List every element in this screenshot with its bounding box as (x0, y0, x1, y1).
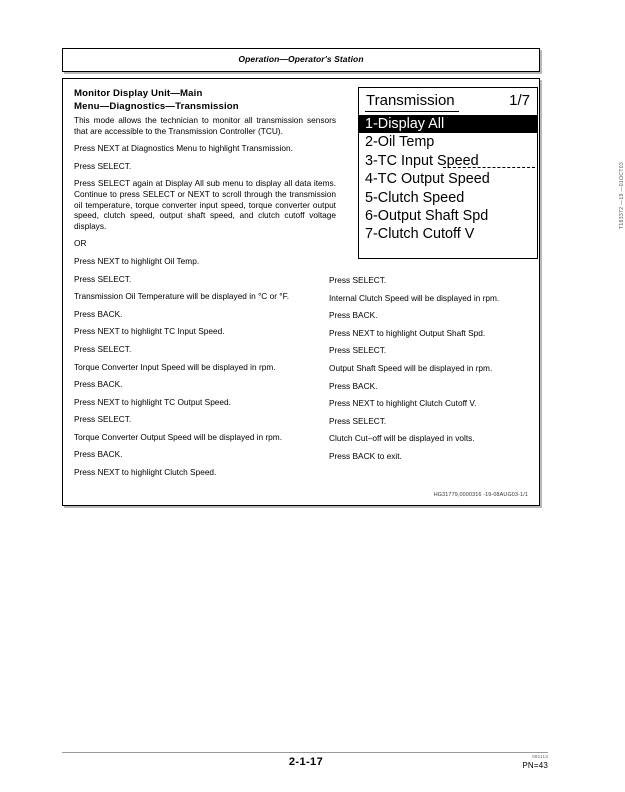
display-panel-menu-list (359, 115, 537, 244)
left-paragraph-5: OR (74, 238, 87, 249)
display-menu-item-2[interactable]: 2-Oil Temp (365, 134, 435, 151)
left-paragraph-14: Press NEXT to highlight TC Output Speed. (74, 396, 231, 407)
footer-page-number: 2-1-17 (288, 756, 324, 768)
left-paragraph-4: Press SELECT again at Display All sub menu to display all data items. Continue to press SELECT or NEXT to scroll through the transmission oil temperature, torque converter input speed, torque converter output speed, clutch speed, output shaft speed, and clutch cutoff voltage displays. (74, 178, 336, 231)
left-paragraph-17: Press BACK. (74, 449, 123, 460)
left-paragraph-11: Press SELECT. (74, 343, 132, 354)
left-paragraph-7: Press SELECT. (74, 273, 132, 284)
display-menu-item-1[interactable]: 1-Display All (359, 115, 537, 133)
right-paragraph-10: Clutch Cut–off will be displayed in volts. (329, 433, 475, 444)
left-paragraph-12: Torque Converter Input Speed will be displayed in rpm. (74, 361, 276, 372)
section-heading (74, 88, 332, 113)
right-paragraph-1: Press SELECT. (329, 275, 387, 285)
display-panel-page-indicator: 1/7 (509, 92, 530, 109)
section-heading-line-2: Menu—Diagnostics—Transmission (74, 100, 239, 112)
right-paragraph-4: Press NEXT to highlight Output Shaft Spd. (329, 327, 486, 338)
left-paragraph-10: Press NEXT to highlight TC Input Speed. (74, 326, 225, 337)
right-paragraph-9: Press SELECT. (329, 415, 387, 426)
left-paragraph-15: Press SELECT. (74, 414, 132, 425)
display-menu-item-3[interactable]: 3-TC Input Speed (365, 152, 479, 169)
right-paragraph-11: Press BACK to exit. (329, 450, 402, 461)
display-menu-item-5[interactable]: 5-Clutch Speed (365, 189, 465, 206)
document-id-label: HG31779,0000316 -19-08AUG03-1/1 (433, 492, 528, 498)
left-paragraph-6: Press NEXT to highlight Oil Temp. (74, 255, 200, 266)
right-paragraph-6: Output Shaft Speed will be displayed in rpm. (329, 362, 493, 373)
left-paragraph-8: Transmission Oil Temperature will be displayed in °C or °F. (74, 291, 290, 302)
display-menu-item-4[interactable]: 4-TC Output Speed (365, 171, 490, 188)
monitor-display-panel (358, 87, 538, 259)
left-paragraph-18: Press NEXT to highlight Clutch Speed. (74, 467, 217, 478)
left-paragraph-3: Press SELECT. (74, 160, 132, 171)
left-paragraph-1: This mode allows the technician to monitor all transmission sensors that are accessible to the Transmission Controller (TCU). (74, 115, 336, 136)
running-header-box (62, 48, 540, 72)
left-text-column (74, 115, 336, 478)
right-paragraph-7: Press BACK. (329, 380, 378, 391)
display-panel-header (365, 92, 531, 114)
section-heading-line-1: Monitor Display Unit—Main (74, 88, 203, 99)
display-menu-item-7[interactable]: 7-Clutch Cutoff V (365, 226, 475, 243)
display-panel-scroll-divider (443, 167, 535, 168)
content-box (62, 78, 625, 506)
right-paragraph-2: Internal Clutch Speed will be displayed in rpm. (329, 292, 500, 303)
footer-date-code: 081113 (532, 754, 548, 759)
left-paragraph-9: Press BACK. (74, 308, 123, 319)
footer-right-block (522, 753, 548, 770)
left-paragraph-16: Torque Converter Output Speed will be displayed in rpm. (74, 431, 282, 442)
figure-id-label: T183372 —19 —01OCT03 (619, 162, 625, 229)
left-paragraph-2: Press NEXT at Diagnostics Menu to highlight Transmission. (74, 143, 293, 154)
right-paragraph-8: Press NEXT to highlight Clutch Cutoff V. (329, 398, 477, 409)
footer-divider (62, 752, 548, 753)
display-menu-item-6[interactable]: 6-Output Shaft Spd (365, 208, 489, 225)
right-paragraph-3: Press BACK. (329, 310, 378, 321)
left-paragraph-13: Press BACK. (74, 379, 123, 390)
right-text-column (329, 275, 534, 462)
right-paragraph-5: Press SELECT. (329, 345, 387, 356)
running-header-title: Operation—Operator's Station (238, 54, 364, 64)
display-panel-title: Transmission (365, 92, 459, 112)
footer-pn-label: PN=43 (522, 761, 548, 770)
